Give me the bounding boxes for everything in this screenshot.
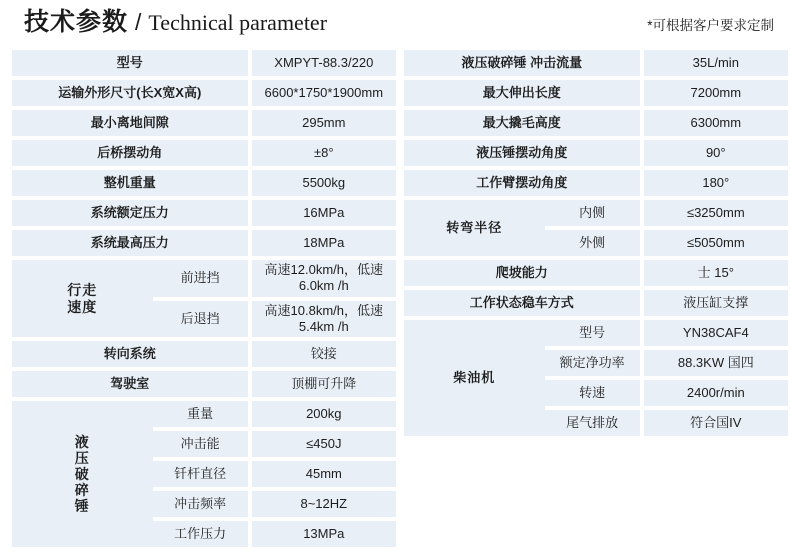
row-value: 高速12.0km/h，低速 6.0km /h bbox=[252, 260, 396, 297]
row-value: 45mm bbox=[252, 461, 396, 487]
page-title bbox=[24, 2, 327, 38]
row-label: 工作状态稳车方式 bbox=[404, 290, 640, 316]
table-row bbox=[12, 200, 396, 226]
row-label: 转向系统 bbox=[12, 341, 248, 367]
row-label: 系统最高压力 bbox=[12, 230, 248, 256]
row-value: ≤450J bbox=[252, 431, 396, 457]
row-value: 6600*1750*1900mm bbox=[252, 80, 396, 106]
table-row bbox=[404, 80, 788, 106]
row-sublabel: 额定净功率 bbox=[545, 350, 640, 376]
row-label: 工作臂摆动角度 bbox=[404, 170, 640, 196]
row-sublabel: 前进挡 bbox=[153, 260, 248, 297]
row-value: 6300mm bbox=[644, 110, 788, 136]
table-row bbox=[404, 200, 788, 226]
row-label: 整机重量 bbox=[12, 170, 248, 196]
left-table-body bbox=[12, 50, 396, 547]
table-row bbox=[404, 50, 788, 76]
table-row bbox=[404, 110, 788, 136]
page-title-cn: 技术参数 bbox=[24, 8, 129, 36]
customization-note: *可根据客户要求定制 bbox=[647, 18, 774, 33]
row-sublabel: 内侧 bbox=[545, 200, 640, 226]
table-row bbox=[12, 401, 396, 427]
table-row bbox=[404, 290, 788, 316]
spec-tables bbox=[12, 46, 788, 551]
row-value: 液压缸支撑 bbox=[644, 290, 788, 316]
row-value: 2400r/min bbox=[644, 380, 788, 406]
row-value: 88.3KW 国四 bbox=[644, 350, 788, 376]
table-row bbox=[12, 50, 396, 76]
row-value: 35L/min bbox=[644, 50, 788, 76]
row-value: 铰接 bbox=[252, 341, 396, 367]
row-value: 180° bbox=[644, 170, 788, 196]
table-row bbox=[404, 170, 788, 196]
row-label: 液压锤摆动角度 bbox=[404, 140, 640, 166]
row-label: 驾驶室 bbox=[12, 371, 248, 397]
row-value: 7200mm bbox=[644, 80, 788, 106]
row-value: 符合国IV bbox=[644, 410, 788, 436]
table-row bbox=[12, 371, 396, 397]
table-row bbox=[12, 230, 396, 256]
row-label: 系统额定压力 bbox=[12, 200, 248, 226]
row-sublabel: 工作压力 bbox=[153, 521, 248, 547]
row-value: YN38CAF4 bbox=[644, 320, 788, 346]
group-label-hydraulic-hammer: 液 压 破 碎 锤 bbox=[12, 401, 153, 547]
row-sublabel: 转速 bbox=[545, 380, 640, 406]
table-row bbox=[12, 110, 396, 136]
row-label: 后桥摆动角 bbox=[12, 140, 248, 166]
row-sublabel: 型号 bbox=[545, 320, 640, 346]
right-spec-table bbox=[404, 46, 788, 440]
row-label: 运输外形尺寸(长X宽X高) bbox=[12, 80, 248, 106]
row-value: 18MPa bbox=[252, 230, 396, 256]
row-sublabel: 钎杆直径 bbox=[153, 461, 248, 487]
table-row bbox=[404, 140, 788, 166]
row-value: 8~12HZ bbox=[252, 491, 396, 517]
row-label: 最小离地间隙 bbox=[12, 110, 248, 136]
row-value: 高速10.8km/h，低速 5.4km /h bbox=[252, 301, 396, 338]
row-sublabel: 尾气排放 bbox=[545, 410, 640, 436]
row-value: 16MPa bbox=[252, 200, 396, 226]
row-value: 5500kg bbox=[252, 170, 396, 196]
row-sublabel: 外侧 bbox=[545, 230, 640, 256]
left-spec-table bbox=[12, 46, 396, 551]
title-separator: / bbox=[135, 9, 142, 35]
table-row bbox=[12, 260, 396, 297]
page-header bbox=[12, 0, 788, 46]
row-label: 最大伸出长度 bbox=[404, 80, 640, 106]
table-row bbox=[12, 80, 396, 106]
row-label: 爬坡能力 bbox=[404, 260, 640, 286]
group-label-travel-speed: 行走 速度 bbox=[12, 260, 153, 337]
row-sublabel: 后退挡 bbox=[153, 301, 248, 338]
group-label-turning-radius: 转弯半径 bbox=[404, 200, 545, 256]
right-column bbox=[404, 46, 788, 440]
table-row bbox=[12, 341, 396, 367]
row-value: 顶棚可升降 bbox=[252, 371, 396, 397]
table-row bbox=[12, 170, 396, 196]
row-value: 90° bbox=[644, 140, 788, 166]
row-value: 士 15° bbox=[644, 260, 788, 286]
table-row bbox=[12, 140, 396, 166]
page-title-en: Technical parameter bbox=[148, 10, 328, 35]
row-sublabel: 重量 bbox=[153, 401, 248, 427]
row-sublabel: 冲击能 bbox=[153, 431, 248, 457]
row-value: ≤5050mm bbox=[644, 230, 788, 256]
row-value: 295mm bbox=[252, 110, 396, 136]
right-table-body bbox=[404, 50, 788, 436]
row-label: 型号 bbox=[12, 50, 248, 76]
table-row bbox=[404, 320, 788, 346]
row-value: ±8° bbox=[252, 140, 396, 166]
left-column bbox=[12, 46, 396, 551]
row-sublabel: 冲击频率 bbox=[153, 491, 248, 517]
row-value: 200kg bbox=[252, 401, 396, 427]
row-label: 最大撬毛高度 bbox=[404, 110, 640, 136]
group-label-diesel-engine: 柴油机 bbox=[404, 320, 545, 436]
table-row bbox=[404, 260, 788, 286]
row-label: 液压破碎锤 冲击流量 bbox=[404, 50, 640, 76]
row-value: ≤3250mm bbox=[644, 200, 788, 226]
row-value: 13MPa bbox=[252, 521, 396, 547]
row-value: XMPYT-88.3/220 bbox=[252, 50, 396, 76]
